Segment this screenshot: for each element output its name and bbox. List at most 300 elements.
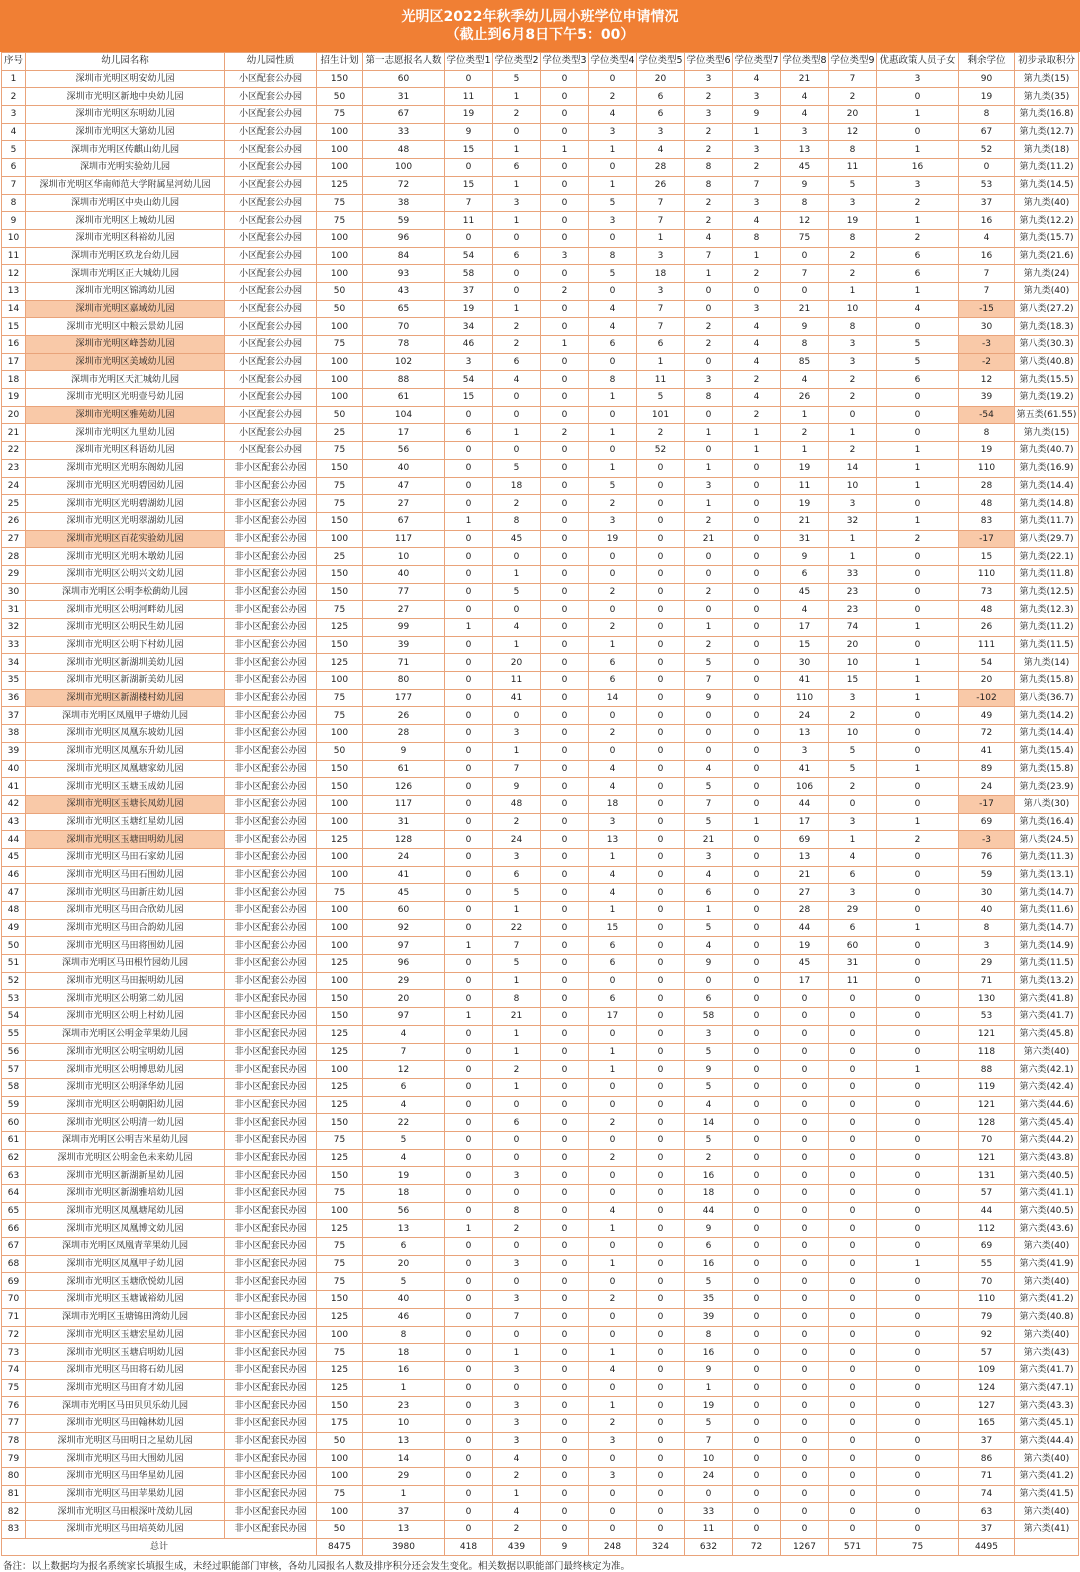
table-cell: 100 <box>317 672 363 690</box>
table-cell: 1 <box>829 424 877 442</box>
table-cell: 0 <box>445 1238 493 1256</box>
table-cell: 0 <box>541 1397 589 1415</box>
table-cell: 37 <box>2 707 26 725</box>
table-row <box>2 495 1079 513</box>
table-cell: 5 <box>493 884 541 902</box>
table-cell: 0 <box>877 406 959 424</box>
table-cell: 37 <box>363 1503 445 1521</box>
table-cell: 0 <box>541 1361 589 1379</box>
table-cell: 118 <box>959 1043 1015 1061</box>
table-cell: 0 <box>445 1397 493 1415</box>
table-cell: 19 <box>781 495 829 513</box>
table-cell: 0 <box>445 1326 493 1344</box>
table-cell: 第九类(11.3) <box>1015 848 1079 866</box>
table-cell: 5 <box>363 1131 445 1149</box>
table-cell: 127 <box>959 1397 1015 1415</box>
table-cell: 3 <box>829 194 877 212</box>
table-cell: 0 <box>877 389 959 407</box>
table-cell: 8 <box>829 318 877 336</box>
table-cell: 第六类(42.4) <box>1015 1078 1079 1096</box>
table-cell: 9 <box>445 123 493 141</box>
table-cell: 17 <box>781 813 829 831</box>
table-row <box>2 229 1079 247</box>
table-cell: 22 <box>2 442 26 460</box>
table-cell: 0 <box>589 1379 637 1397</box>
table-cell: 0 <box>445 742 493 760</box>
table-cell: 100 <box>317 265 363 283</box>
table-cell: 0 <box>733 1220 781 1238</box>
table-cell: 0 <box>445 229 493 247</box>
table-cell: 37 <box>959 1432 1015 1450</box>
table-cell: 深圳市光明区公明下村幼儿园 <box>26 636 225 654</box>
table-cell: 第六类(40.5) <box>1015 1202 1079 1220</box>
table-cell: 0 <box>733 654 781 672</box>
table-cell: 1 <box>733 123 781 141</box>
table-cell: 深圳市光明区玉塘宏星幼儿园 <box>26 1326 225 1344</box>
table-cell: 3 <box>493 194 541 212</box>
table-cell: 125 <box>317 654 363 672</box>
table-cell: 35 <box>2 672 26 690</box>
table-cell: 10 <box>829 477 877 495</box>
table-cell: 0 <box>541 459 589 477</box>
table-cell: 3 <box>733 300 781 318</box>
table-cell: 0 <box>637 1326 685 1344</box>
table-cell: 非小区配套公办园 <box>225 848 317 866</box>
table-cell: 0 <box>829 1521 877 1539</box>
table-cell: 0 <box>637 742 685 760</box>
table-cell: 100 <box>317 141 363 159</box>
table-cell: 深圳市光明区凤凰东坡幼儿园 <box>26 725 225 743</box>
table-cell: 1 <box>877 1255 959 1273</box>
table-cell: 1 <box>781 406 829 424</box>
table-row <box>2 707 1079 725</box>
table-cell: 82 <box>2 1503 26 1521</box>
table-cell: 0 <box>637 831 685 849</box>
table-cell: 45 <box>363 884 445 902</box>
table-row <box>2 282 1079 300</box>
table-cell: 0 <box>733 1432 781 1450</box>
table-row <box>2 795 1079 813</box>
table-cell: -17 <box>959 795 1015 813</box>
table-cell: 0 <box>541 1432 589 1450</box>
table-cell: 12 <box>2 265 26 283</box>
table-cell: 3 <box>493 848 541 866</box>
table-cell: 6 <box>637 106 685 124</box>
table-cell: 0 <box>445 1096 493 1114</box>
table-cell: 第九类(13.1) <box>1015 866 1079 884</box>
table-cell: 13 <box>589 831 637 849</box>
table-cell: 0 <box>733 1185 781 1203</box>
table-cell: 0 <box>781 1273 829 1291</box>
table-cell: 深圳市光明区雅苑幼儿园 <box>26 406 225 424</box>
table-cell: 0 <box>445 1061 493 1079</box>
table-cell: 0 <box>589 70 637 88</box>
table-row <box>2 477 1079 495</box>
table-cell: 0 <box>541 371 589 389</box>
table-cell: 0 <box>637 1114 685 1132</box>
table-cell: 0 <box>877 1450 959 1468</box>
table-row <box>2 565 1079 583</box>
table-cell: 15 <box>445 389 493 407</box>
table-cell: 48 <box>959 601 1015 619</box>
table-cell: 3 <box>637 247 685 265</box>
table-cell: 深圳市光明区天汇城幼儿园 <box>26 371 225 389</box>
table-cell: 第六类(41.2) <box>1015 1291 1079 1309</box>
table-cell: 0 <box>781 1078 829 1096</box>
table-cell: 第九类(12.7) <box>1015 123 1079 141</box>
table-cell: 73 <box>959 583 1015 601</box>
table-cell: 0 <box>877 1432 959 1450</box>
table-cell: 0 <box>637 1202 685 1220</box>
table-cell: 3 <box>685 106 733 124</box>
table-cell: 深圳市光明区公明吉米星幼儿园 <box>26 1131 225 1149</box>
table-cell: 0 <box>781 1043 829 1061</box>
table-cell: 41 <box>363 866 445 884</box>
table-cell: 131 <box>959 1167 1015 1185</box>
table-cell: 第六类(41) <box>1015 1521 1079 1539</box>
table-cell: 0 <box>445 654 493 672</box>
table-cell: 0 <box>445 70 493 88</box>
table-cell: 50 <box>2 937 26 955</box>
table-cell: 0 <box>589 1167 637 1185</box>
table-cell: 非小区配套民办园 <box>225 1131 317 1149</box>
table-cell: 0 <box>541 530 589 548</box>
table-cell: 0 <box>541 902 589 920</box>
table-cell: 14 <box>685 1114 733 1132</box>
table-cell: 2 <box>733 406 781 424</box>
table-cell: 175 <box>317 1414 363 1432</box>
table-cell: 80 <box>2 1468 26 1486</box>
table-cell: 小区配套公办园 <box>225 265 317 283</box>
table-cell: 83 <box>959 512 1015 530</box>
table-cell: 9 <box>685 1061 733 1079</box>
table-cell: 6 <box>589 990 637 1008</box>
table-cell: 0 <box>445 530 493 548</box>
table-cell: 6 <box>829 866 877 884</box>
table-cell: 0 <box>445 442 493 460</box>
table-cell: 20 <box>829 636 877 654</box>
table-cell: 非小区配套公办园 <box>225 672 317 690</box>
table-cell: 0 <box>781 1379 829 1397</box>
table-cell: 非小区配套民办园 <box>225 1114 317 1132</box>
table-cell: 12 <box>781 212 829 230</box>
table-cell: 33 <box>829 565 877 583</box>
table-cell: 0 <box>685 742 733 760</box>
table-cell: 5 <box>363 1273 445 1291</box>
table-cell: 71 <box>959 972 1015 990</box>
table-cell: 0 <box>733 742 781 760</box>
table-cell: 1 <box>541 141 589 159</box>
table-cell: 39 <box>959 389 1015 407</box>
table-cell: 40 <box>363 565 445 583</box>
table-cell: 70 <box>2 1291 26 1309</box>
table-cell: 5 <box>685 1414 733 1432</box>
table-cell: 60 <box>2 1114 26 1132</box>
table-cell: 0 <box>829 1344 877 1362</box>
table-row <box>2 212 1079 230</box>
table-cell: 深圳市光明区九里幼儿园 <box>26 424 225 442</box>
table-cell: 0 <box>637 548 685 566</box>
table-cell: 6 <box>589 336 637 354</box>
table-cell: 55 <box>959 1255 1015 1273</box>
table-cell: 2 <box>877 831 959 849</box>
table-cell: 96 <box>363 229 445 247</box>
table-cell: 1 <box>877 141 959 159</box>
table-cell: 5 <box>493 955 541 973</box>
table-cell: 150 <box>317 636 363 654</box>
table-row <box>2 990 1079 1008</box>
table-cell: 0 <box>733 955 781 973</box>
table-cell: 1 <box>493 1043 541 1061</box>
table-cell: 非小区配套民办园 <box>225 1344 317 1362</box>
table-cell: 18 <box>589 795 637 813</box>
table-cell: 0 <box>445 1185 493 1203</box>
table-row <box>2 459 1079 477</box>
table-cell: 0 <box>877 866 959 884</box>
table-cell: 24 <box>493 831 541 849</box>
table-cell: 1 <box>589 1255 637 1273</box>
table-cell: 69 <box>2 1273 26 1291</box>
table-cell: 2 <box>589 1291 637 1309</box>
table-cell: 0 <box>637 619 685 637</box>
table-cell: 1 <box>589 459 637 477</box>
table-cell: 非小区配套民办园 <box>225 1379 317 1397</box>
table-cell: 67 <box>363 512 445 530</box>
table-cell: 5 <box>685 778 733 796</box>
table-cell: 深圳市光明区玉塘玉成幼儿园 <box>26 778 225 796</box>
table-cell: 45 <box>781 159 829 177</box>
table-cell: 0 <box>829 1485 877 1503</box>
table-cell: 0 <box>877 1114 959 1132</box>
table-cell: 1 <box>685 1379 733 1397</box>
table-cell: 0 <box>733 1043 781 1061</box>
table-cell: 2 <box>685 512 733 530</box>
table-cell: 28 <box>959 477 1015 495</box>
table-cell: 125 <box>317 1361 363 1379</box>
table-row <box>2 530 1079 548</box>
table-cell: 15 <box>445 141 493 159</box>
table-cell: 1 <box>685 424 733 442</box>
table-cell: 0 <box>541 1149 589 1167</box>
table-cell: 第九类(15.5) <box>1015 371 1079 389</box>
table-cell: 0 <box>541 1202 589 1220</box>
table-cell: 0 <box>829 1503 877 1521</box>
table-cell: 第九类(14.5) <box>1015 176 1079 194</box>
table-cell: 36 <box>2 689 26 707</box>
table-cell: 0 <box>829 1114 877 1132</box>
table-cell: 15 <box>2 318 26 336</box>
table-cell: 10 <box>2 229 26 247</box>
table-cell: 0 <box>589 601 637 619</box>
table-cell: 0 <box>637 1008 685 1026</box>
table-cell: 6 <box>685 1238 733 1256</box>
table-row <box>2 247 1079 265</box>
table-cell: 13 <box>363 1521 445 1539</box>
table-cell: 21 <box>493 1008 541 1026</box>
table-cell: 100 <box>317 1061 363 1079</box>
table-cell: 44 <box>781 919 829 937</box>
table-cell: 第九类(16.9) <box>1015 459 1079 477</box>
table-cell: 89 <box>959 760 1015 778</box>
table-cell: 31 <box>2 601 26 619</box>
table-cell: 125 <box>317 1043 363 1061</box>
table-cell: 0 <box>445 1414 493 1432</box>
table-cell: 非小区配套公办园 <box>225 477 317 495</box>
table-cell: 100 <box>317 1202 363 1220</box>
table-cell: 深圳市光明区马田明日之星幼儿园 <box>26 1432 225 1450</box>
table-cell: 0 <box>877 495 959 513</box>
table-cell: 10 <box>363 548 445 566</box>
table-cell: 0 <box>637 1432 685 1450</box>
table-cell: 1 <box>733 442 781 460</box>
table-cell: 0 <box>541 831 589 849</box>
table-cell: 28 <box>363 725 445 743</box>
table-cell: 4 <box>877 300 959 318</box>
table-cell: 0 <box>589 1096 637 1114</box>
table-cell: 第六类(43.8) <box>1015 1149 1079 1167</box>
table-cell: 50 <box>317 406 363 424</box>
table-cell: 3 <box>493 725 541 743</box>
table-cell: 深圳市光明区马田育才幼儿园 <box>26 1379 225 1397</box>
table-cell: 3 <box>589 123 637 141</box>
table-cell: 0 <box>541 1326 589 1344</box>
table-cell: 69 <box>959 1238 1015 1256</box>
col-header-seq: 序号 <box>2 53 26 71</box>
table-cell: 130 <box>959 990 1015 1008</box>
table-cell: 0 <box>445 902 493 920</box>
table-cell: 3 <box>781 742 829 760</box>
table-cell: 0 <box>781 1131 829 1149</box>
table-cell: 6 <box>493 247 541 265</box>
table-cell: 85 <box>781 353 829 371</box>
table-cell: 150 <box>317 583 363 601</box>
table-cell: 4 <box>589 1202 637 1220</box>
table-cell: 6 <box>589 955 637 973</box>
table-cell: 150 <box>317 1397 363 1415</box>
table-cell: 2 <box>685 141 733 159</box>
table-cell: 29 <box>829 902 877 920</box>
table-cell: 深圳市光明区公明民生幼儿园 <box>26 619 225 637</box>
table-cell: 深圳市光明区新地中央幼儿园 <box>26 88 225 106</box>
table-cell: 0 <box>637 1503 685 1521</box>
table-cell: 24 <box>685 1468 733 1486</box>
table-cell: 深圳市光明区凤凰塘家幼儿园 <box>26 760 225 778</box>
table-cell: 0 <box>589 548 637 566</box>
table-cell: 2 <box>493 106 541 124</box>
table-cell: 第六类(44.6) <box>1015 1096 1079 1114</box>
table-cell: 8 <box>493 512 541 530</box>
table-cell: 8 <box>589 247 637 265</box>
table-cell: 1 <box>589 1043 637 1061</box>
table-cell: 第九类(12.2) <box>1015 212 1079 230</box>
table-cell: 117 <box>363 795 445 813</box>
table-cell: 65 <box>2 1202 26 1220</box>
table-cell: 2 <box>829 778 877 796</box>
table-cell: 深圳市光明区凤凰青苹果幼儿园 <box>26 1238 225 1256</box>
table-cell: 100 <box>317 813 363 831</box>
table-cell: 深圳市光明区公明朝阳幼儿园 <box>26 1096 225 1114</box>
table-cell: 9 <box>493 778 541 796</box>
table-cell: 1 <box>877 1061 959 1079</box>
table-cell: 32 <box>2 619 26 637</box>
table-cell: 90 <box>959 70 1015 88</box>
table-cell: 53 <box>959 176 1015 194</box>
table-cell: 3 <box>589 813 637 831</box>
table-cell: 1 <box>685 265 733 283</box>
table-cell: 1 <box>685 902 733 920</box>
table-cell: 第九类(15.8) <box>1015 760 1079 778</box>
table-cell: 0 <box>541 229 589 247</box>
table-cell: 深圳市光明区嘉域幼儿园 <box>26 300 225 318</box>
table-cell: 0 <box>829 1273 877 1291</box>
table-cell: 29 <box>363 1468 445 1486</box>
table-cell: 74 <box>959 1485 1015 1503</box>
table-cell: 75 <box>317 495 363 513</box>
table-cell: 0 <box>541 565 589 583</box>
table-cell: 5 <box>589 194 637 212</box>
table-cell: 0 <box>541 123 589 141</box>
table-cell: 67 <box>363 106 445 124</box>
table-cell: 0 <box>445 1131 493 1149</box>
table-cell: 0 <box>493 1131 541 1149</box>
table-cell: 6 <box>685 990 733 1008</box>
table-row <box>2 1361 1079 1379</box>
table-cell: 0 <box>877 1273 959 1291</box>
table-cell: 第九类(15.4) <box>1015 742 1079 760</box>
table-cell: 2 <box>685 636 733 654</box>
table-cell: 0 <box>685 565 733 583</box>
table-cell: 7 <box>637 194 685 212</box>
table-cell: 小区配套公办园 <box>225 371 317 389</box>
table-cell: 第九类(14.4) <box>1015 477 1079 495</box>
table-cell: 第六类(45.1) <box>1015 1414 1079 1432</box>
table-cell: -3 <box>959 336 1015 354</box>
table-cell: 48 <box>959 495 1015 513</box>
table-cell: 150 <box>317 565 363 583</box>
table-cell: 9 <box>685 689 733 707</box>
table-cell: 2 <box>829 265 877 283</box>
table-cell: 4 <box>959 229 1015 247</box>
table-cell: 0 <box>445 601 493 619</box>
table-cell: 75 <box>317 884 363 902</box>
table-cell: 非小区配套民办园 <box>225 990 317 1008</box>
table-cell: 0 <box>877 424 959 442</box>
table-cell: 第九类(11.5) <box>1015 955 1079 973</box>
table-cell: 第九类(23.9) <box>1015 778 1079 796</box>
table-cell: 60 <box>363 70 445 88</box>
table-cell: 深圳市光明区马田振明幼儿园 <box>26 972 225 990</box>
table-cell: 0 <box>637 795 685 813</box>
table-cell: 97 <box>363 937 445 955</box>
table-cell: 0 <box>637 1397 685 1415</box>
table-cell: 3 <box>685 1025 733 1043</box>
table-cell: 3 <box>493 1361 541 1379</box>
table-cell: 0 <box>829 1185 877 1203</box>
table-cell: 6 <box>589 654 637 672</box>
table-cell: 第九类(40) <box>1015 282 1079 300</box>
table-cell: 5 <box>877 353 959 371</box>
table-cell: 3 <box>829 336 877 354</box>
table-cell: 0 <box>829 1167 877 1185</box>
table-row <box>2 902 1079 920</box>
table-cell: 47 <box>2 884 26 902</box>
table-cell: 2 <box>589 583 637 601</box>
table-cell: 深圳市光明区中央山幼儿园 <box>26 194 225 212</box>
table-row <box>2 1061 1079 1079</box>
table-cell: 深圳市光明区光明木墩幼儿园 <box>26 548 225 566</box>
table-cell: 22 <box>493 919 541 937</box>
table-cell: 0 <box>541 212 589 230</box>
